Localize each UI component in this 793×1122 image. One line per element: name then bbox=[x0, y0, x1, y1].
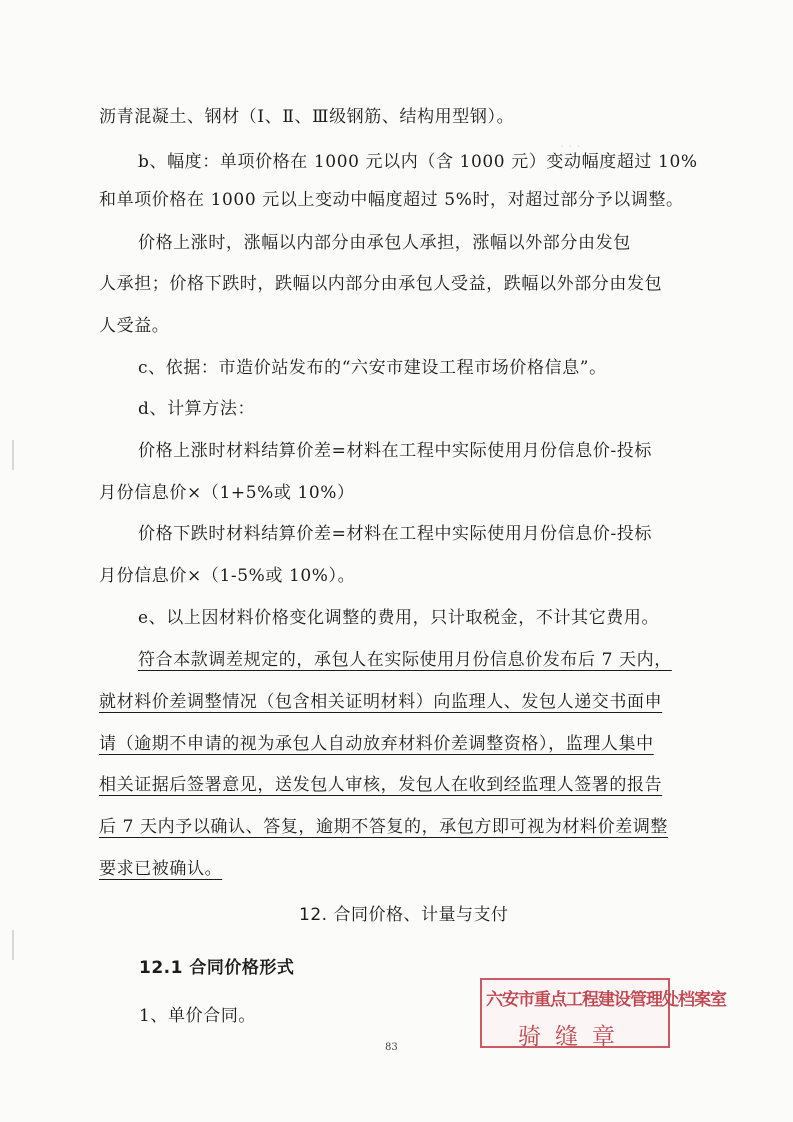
body-after-heading: 1、单价合同。 bbox=[139, 1006, 257, 1026]
body-line-8: d、计算方法： bbox=[138, 399, 256, 419]
edge-mark bbox=[12, 930, 14, 960]
stamp-title: 六安市重点工程建设管理处档案室 bbox=[486, 990, 726, 1010]
stamp-subtitle: 骑缝章 bbox=[518, 1024, 629, 1050]
body-line-7: c、依据：市造价站发布的“六安市建设工程市场价格信息”。 bbox=[138, 358, 607, 378]
page-number: 83 bbox=[385, 1042, 398, 1053]
underlined-line-5: 后 7 天内予以确认、答复，逾期不答复的，承包方即可视为材料价差调整 bbox=[99, 817, 669, 837]
body-line-13: e、以上因材料价格变化调整的费用，只计取税金，不计其它费用。 bbox=[138, 608, 660, 628]
body-line-11: 价格下跌时材料结算价差=材料在工程中实际使用月份信息价-投标 bbox=[138, 524, 652, 544]
body-line-4: 价格上涨时，涨幅以内部分由承包人承担，涨幅以外部分由发包 bbox=[138, 233, 631, 253]
bleed-through-mark: · · · bbox=[560, 140, 581, 155]
subsection-title: 12.1 合同价格形式 bbox=[139, 958, 295, 978]
body-line-6: 人受益。 bbox=[99, 316, 170, 336]
archive-seal-stamp bbox=[480, 978, 726, 1050]
body-line-1: 沥青混凝土、钢材（Ⅰ、Ⅱ、Ⅲ级钢筋、结构用型钢）。 bbox=[99, 107, 515, 127]
edge-mark bbox=[12, 440, 14, 470]
underlined-line-1: 符合本款调差规定的，承包人在实际使用月份信息价发布后 7 天内， bbox=[138, 650, 672, 670]
body-line-5: 人承担；价格下跌时，跌幅以内部分由承包人受益，跌幅以外部分由发包 bbox=[99, 274, 663, 294]
underlined-line-4: 相关证据后签署意见，送发包人审核，发包人在收到经监理人签署的报告 bbox=[99, 775, 663, 795]
body-line-3: 和单项价格在 1000 元以上变动中幅度超过 5%时，对超过部分予以调整。 bbox=[99, 190, 684, 210]
section-title: 12. 合同价格、计量与支付 bbox=[299, 905, 509, 925]
body-line-2: b、幅度：单项价格在 1000 元以内（含 1000 元）变动幅度超过 10% bbox=[138, 152, 698, 172]
underlined-line-3: 请（逾期不申请的视为承包人自动放弃材料价差调整资格），监理人集中 bbox=[99, 734, 654, 754]
body-line-9: 价格上涨时材料结算价差=材料在工程中实际使用月份信息价-投标 bbox=[138, 441, 652, 461]
body-line-12: 月份信息价×（1-5%或 10%）。 bbox=[99, 566, 356, 586]
body-line-10: 月份信息价×（1+5%或 10%） bbox=[99, 483, 355, 503]
underlined-line-2: 就材料价差调整情况（包含相关证明材料）向监理人、发包人递交书面申 bbox=[99, 692, 663, 712]
underlined-line-6: 要求已被确认。 bbox=[99, 859, 223, 879]
